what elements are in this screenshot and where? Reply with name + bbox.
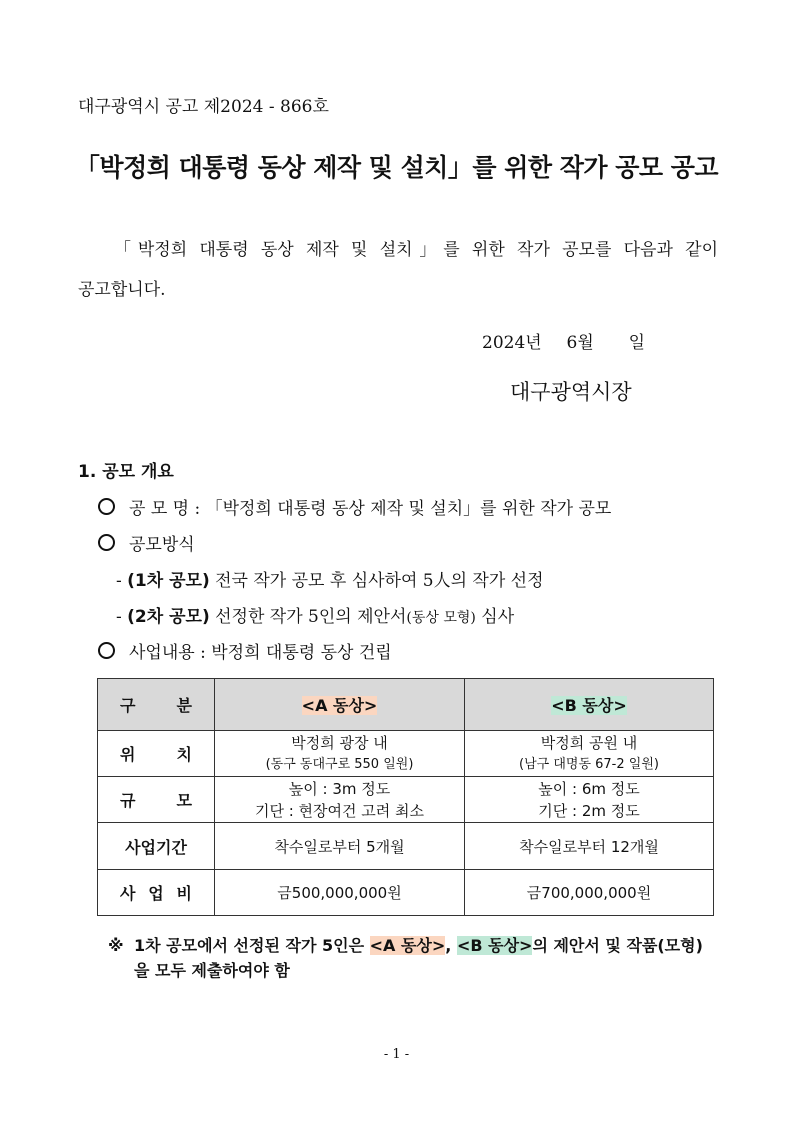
round1-item: - (1차 공모) 전국 작가 공모 후 심사하여 5人의 작가 선정 — [116, 571, 544, 591]
scale-b-base: 기단 : 2m 정도 — [538, 801, 640, 820]
circle-bullet-icon — [98, 642, 115, 659]
table-header-row — [98, 679, 714, 731]
scale-b — [465, 777, 714, 823]
round2-review: 심사 — [481, 607, 515, 627]
period-b: 착수일로부터 12개월 — [465, 823, 714, 870]
row-period-label: 사업기간 — [98, 823, 215, 870]
round2-label: (2차 공모) — [127, 607, 210, 627]
location-b — [465, 731, 714, 777]
bullet-contest-method — [98, 530, 195, 555]
note-statue-b: <B 동상> — [456, 936, 533, 955]
contest-name-value: 「박정희 대통령 동상 제작 및 설치」를 위한 작가 공모 — [205, 499, 612, 519]
table-row — [98, 870, 714, 916]
scale-a-height: 높이 : 3m 정도 — [288, 779, 391, 798]
round2-model-note: (동상 모형) — [406, 610, 476, 626]
bullet-business — [98, 638, 392, 663]
header-a — [215, 679, 465, 731]
submission-note — [108, 933, 718, 983]
row-scale-label: 규 모 — [98, 777, 215, 823]
period-a: 착수일로부터 5개월 — [215, 823, 465, 870]
contest-name-label: 공 모 명 : — [129, 499, 201, 519]
note-statue-a: <A 동상> — [369, 936, 446, 955]
business-value: 박정희 대통령 동상 건립 — [211, 643, 392, 663]
note-pre: 1차 공모에서 선정된 작가 5인은 — [134, 936, 365, 955]
header-category: 구 분 — [98, 679, 215, 731]
intro-line-1: 「박정희 대통령 동상 제작 및 설치」를 위한 작가 공모를 다음과 같이 — [114, 240, 718, 260]
circle-bullet-icon — [98, 498, 115, 515]
header-a-label: <A 동상> — [301, 696, 378, 715]
round2-text: 선정한 작가 5인의 제안서 — [215, 607, 407, 627]
issuer-name: 대구광역시장 — [510, 380, 632, 404]
budget-a: 금500,000,000원 — [215, 870, 465, 916]
plan-table — [97, 678, 714, 916]
note-text — [108, 933, 718, 983]
page-number: - 1 - — [383, 1047, 410, 1062]
location-a-main: 박정희 광장 내 — [291, 733, 388, 752]
location-a-address: (동구 동대구로 550 일원) — [265, 756, 414, 772]
scale-a-base: 기단 : 현장여건 고려 최소 — [254, 801, 425, 820]
note-post: 의 제안서 및 작품(모형)을 모두 제출하여야 함 — [134, 936, 703, 980]
table-row — [98, 823, 714, 870]
notice-date — [482, 328, 645, 353]
bullet-contest-name — [98, 494, 611, 519]
round1-label: (1차 공모) — [127, 571, 210, 591]
business-label: 사업내용 : — [129, 643, 206, 663]
table-row — [98, 731, 714, 777]
table-row — [98, 777, 714, 823]
intro-paragraph — [78, 230, 718, 310]
location-b-address: (남구 대명동 67-2 일원) — [519, 756, 659, 772]
date-day: 일 — [628, 333, 645, 353]
header-b — [465, 679, 714, 731]
round2-item: - (2차 공모) 선정한 작가 5인의 제안서(동상 모형) 심사 — [116, 607, 515, 627]
date-month: 6월 — [566, 333, 594, 353]
round1-text: 전국 작가 공모 후 심사하여 5人의 작가 선정 — [215, 571, 544, 591]
scale-a — [215, 777, 465, 823]
budget-b: 금700,000,000원 — [465, 870, 714, 916]
note-separator: , — [445, 936, 452, 955]
row-location-label: 위 치 — [98, 731, 215, 777]
section-heading: 1. 공모 개요 — [78, 462, 174, 482]
location-b-main: 박정희 공원 내 — [540, 733, 638, 752]
scale-b-height: 높이 : 6m 정도 — [538, 779, 640, 798]
intro-line-2: 공고합니다. — [78, 280, 166, 300]
notice-number: 대구광역시 공고 제2024 - 866호 — [78, 97, 329, 117]
location-a — [215, 731, 465, 777]
contest-method-label: 공모방식 — [129, 535, 195, 555]
reference-mark: ※ — [108, 936, 124, 955]
circle-bullet-icon — [98, 534, 115, 551]
row-budget-label: 사 업 비 — [98, 870, 215, 916]
document-title: 「박정희 대통령 동상 제작 및 설치」를 위한 작가 공모 공고 — [74, 153, 719, 182]
date-year: 2024년 — [482, 333, 542, 353]
header-b-label: <B 동상> — [551, 696, 627, 715]
